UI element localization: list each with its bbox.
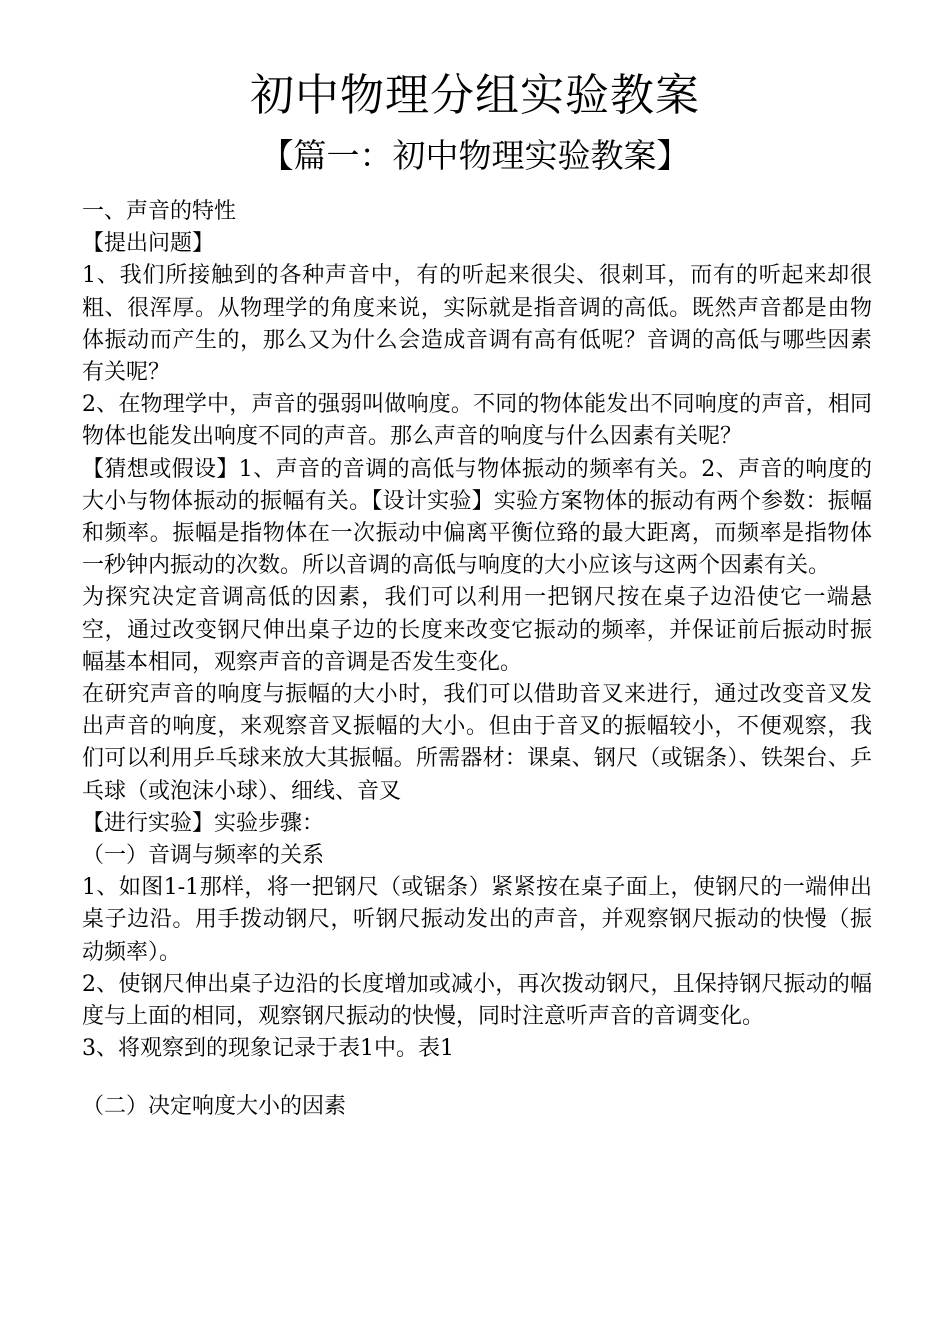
paragraph: 2、在物理学中，声音的强弱叫做响度。不同的物体能发出不同响度的声音，相同物体也能发出响度不同的声音。那么声音的响度与什么因素有关呢？ (82, 392, 872, 450)
subsection-heading: （一）音调与频率的关系 (82, 843, 325, 869)
paragraph: 1、如图1-1那样，将一把钢尺（或锯条）紧紧按在桌子面上，使钢尺的一端伸出桌子边沿。用手拨动钢尺，听钢尺振动发出的声音，并观察钢尺振动的快慢（振动频率）。 (82, 875, 872, 965)
paragraph: 2、使钢尺伸出桌子边沿的长度增加或减小，再次拨动钢尺，且保持钢尺振动的幅度与上面的相同，观察钢尺振动的快慢，同时注意听声音的音调变化。 (82, 971, 872, 1030)
paragraph-label: 【提出问题】 (82, 231, 215, 257)
paragraph: 【猜想或假设】1、声音的音调的高低与物体振动的频率有关。2、声音的响度的大小与物体振动的振幅有关。【设计实验】实验方案物体的振动有两个参数：振幅和频率。振幅是指物体在一次振动中偏离平衡位臵的最大距离，而频率是指物体一秒钟内振动的次数。所以音调的高低与响度的大小应该与这两个因素有关。 (82, 456, 872, 579)
document-body (82, 196, 872, 1124)
document-subtitle: 【篇一：初中物理实验教案】 (260, 136, 690, 175)
paragraph: 1、我们所接触到的各种声音中，有的听起来很尖、很刺耳，而有的听起来却很粗、很浑厚。从物理学的角度来说，实际就是指音调的高低。既然声音都是由物体振动而产生的，那么又为什么会造成音调有高有低呢？音调的高低与哪些因素有关呢？ (82, 263, 872, 386)
paragraph: 为探究决定音调高低的因素，我们可以利用一把钢尺按在桌子边沿使它一端悬空，通过改变钢尺伸出桌子边的长度来改变它振动的频率，并保证前后振动时振幅基本相同，观察声音的音调是否发生变化。 (82, 585, 872, 675)
paragraph: 在研究声音的响度与振幅的大小时，我们可以借助音叉来进行，通过改变音叉发出声音的响度，来观察音叉振幅的大小。但由于音叉的振幅较小，不便观察，我们可以利用乒乓球来放大其振幅。所需器材：课桌、钢尺（或锯条）、铁架台、乒乓球（或泡沫小球）、细线、音叉 (82, 682, 872, 804)
paragraph: 3、将观察到的现象记录于表1中。表1 (82, 1036, 454, 1062)
document-title: 初中物理分组实验教案 (250, 70, 700, 121)
paragraph-label: 【进行实验】实验步骤： (82, 810, 325, 836)
subsection-heading: （二）决定响度大小的因素 (82, 1094, 347, 1120)
section-heading: 一、声音的特性 (82, 199, 237, 224)
